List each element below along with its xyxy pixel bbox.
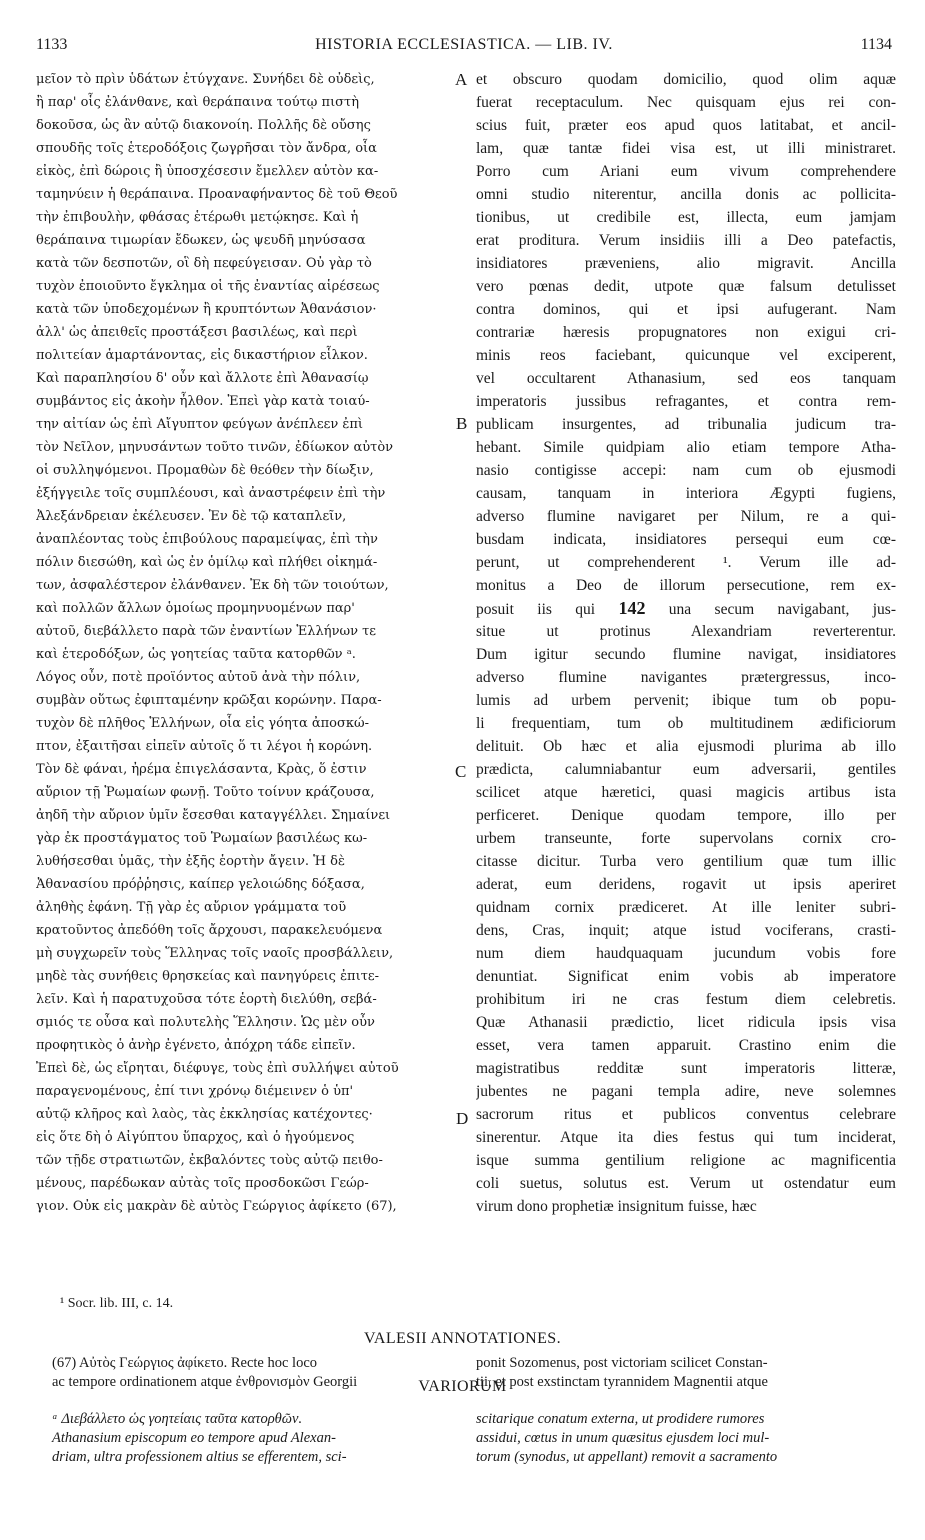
- variorum-heading: VARIORUM: [418, 1378, 507, 1395]
- greek-text-line: ταμηνύειν ἡ θεράπαινα. Προαναφήναντος δὲ τοῦ Θεοῦ: [36, 187, 398, 202]
- greek-text-line: μὴ συγχωρεῖν τοὺς Ἕλληνας τοῖς ναοῖς προσβάλλειν,: [36, 946, 394, 961]
- greek-text-line: την αἰτίαν ὡς ἐπὶ Αἴγυπτον φεύγων ἀνέπλεεν ἐπὶ: [36, 417, 363, 432]
- greek-text-line: αὔριον τῇ Ῥωμαίων φωνῇ. Τοῦτο τοίνυν κράζουσα,: [36, 785, 375, 800]
- latin-text-line: adverso flumine navigaret per Nilum, re a qui-: [476, 508, 896, 525]
- greek-text-line: σμιός τε οὖσα καὶ πολυτελὴς Ἕλλησιν. Ὡς μὲν οὖν: [36, 1015, 375, 1030]
- latin-text-line: busdam indicata, insidiatores persequi eum cœ-: [476, 531, 896, 548]
- greek-text-line: τὸν Νεῖλον, μηνυσάντων τοῦτο τινῶν, ἐδίωκον αὐτὸν: [36, 440, 394, 455]
- latin-text-line: aderat, eum deridens, rogavit ut ipsis aperiret: [476, 876, 896, 893]
- latin-text-line: scius fuit, præter eos apud quos latitabat, et ancil-: [476, 117, 896, 134]
- greek-text-line: πτον, ἐξαιτῆσαι εἰπεῖν αὐτοῖς ὅ τι λέγοι ἡ κορώνη.: [36, 739, 373, 754]
- greek-text-line: συμβάντος εἰς ἀκοὴν ἦλθον. Ἐπεὶ γὰρ κατὰ τοιαύ-: [36, 394, 370, 409]
- greek-text-line: συμβὰν οὕτως ἐφιπταμένην κρῶξαι κορώνην. Παρα-: [36, 693, 382, 708]
- annotation-line: tii, et post exstinctam tyrannidem Magnentii atque: [476, 1374, 768, 1390]
- latin-text-line: Porro cum Ariani eum vivum comprehendere: [476, 163, 896, 180]
- latin-text-line: perunt, ut comprehenderent ¹. Verum ille ad-: [476, 554, 896, 571]
- greek-text-line: Καὶ παραπλησίου δ' οὖν καὶ ἄλλοτε ἐπὶ Ἀθανασίῳ: [36, 371, 369, 386]
- greek-text-line: τὴν ἐπιβουλὴν, φθάσας ἑτέρωθι μετῴκησε. Καὶ ἡ: [36, 210, 359, 225]
- latin-text-line: omni studio niterentur, ancilla donis ac pollicita-: [476, 186, 896, 203]
- valesii-heading: VALESII ANNOTATIONES.: [363, 1330, 562, 1347]
- greek-text-line: εἰκὸς, ἐπὶ δώροις ἢ ὑποσχέσεσιν ἔμελλεν αὐτὸν κα-: [36, 164, 379, 179]
- latin-text-line: monitus a Deo de illorum persecutione, rem ex-: [476, 577, 896, 594]
- latin-column: [476, 68, 896, 1218]
- greek-text-line: κατὰ τῶν ὑποδεχομένων ἢ κρυπτόντων Ἀθανάσιον·: [36, 302, 377, 317]
- latin-text-line: minis reos faciebant, quicunque vel exciperent,: [476, 347, 896, 364]
- latin-text-line: vel occultarent Athanasium, sed eos tanquam: [476, 370, 896, 387]
- greek-text-line: Ἀθανασίου πρόῤῥησις, καίπερ γελοιώδης δόξασα,: [36, 877, 365, 892]
- greek-text-line: τῶν τῇδε στρατιωτῶν, ἐκβαλόντες τοὺς αὐτῷ πειθο-: [36, 1153, 383, 1168]
- annotation-line: ponit Sozomenus, post victoriam scilicet Constan-: [476, 1355, 768, 1371]
- latin-text-line: Quæ Athanasii prædictio, licet ridicula ipsis visa: [476, 1014, 896, 1031]
- latin-text-line: et obscuro quodam domicilio, quod olim aquæ: [476, 71, 896, 88]
- latin-text-line: erat proditura. Verum insidiis illi a Deo patefactis,: [476, 232, 896, 249]
- latin-text-line: virum dono prophetiæ insignitum fuisse, hæc: [476, 1198, 757, 1215]
- greek-text-line: οἱ συλληψόμενοι. Προμαθὼν δὲ θεόθεν τὴν δίωξιν,: [36, 463, 374, 478]
- greek-text-line: ἢ παρ' οἷς ἐλάνθανε, καὶ θεράπαινα τούτῳ πιστὴ: [36, 95, 360, 110]
- latin-text-line: contrariæ hæresis propugnatores non exigui cri-: [476, 324, 896, 341]
- greek-text-line: πόλιν διεσώθη, καὶ ὡς ἐν ὁμίλῳ καὶ πλήθει οἰκημά-: [36, 555, 378, 570]
- latin-text-line: li frequentiam, tum ob multitudinem ædificiorum: [476, 715, 896, 732]
- latin-text-line: perficeret. Denique quodam tempore, illo per: [476, 807, 896, 824]
- greek-text-line: μηδὲ τὰς συνήθεις θρησκείας καὶ πανηγύρεις ἐπιτε-: [36, 969, 380, 984]
- greek-text-line: καὶ ἑτεροδόξων, ὡς γοητείας ταῦτα κατορθῶν ᵃ.: [36, 647, 356, 662]
- greek-text-line: κρατοῦντος ἀπεδόθη τοῖς ἄρχουσι, παρακελευόμενα: [36, 923, 383, 938]
- latin-text-line: coli suetus, solutus est. Verum ut ostendatur eum: [476, 1175, 896, 1192]
- greek-text-line: καὶ πολλῶν ἄλλων ὁμοίως προμηνυομένων παρ': [36, 601, 355, 616]
- text-fragment: una secum navigabant, jus-: [645, 601, 896, 618]
- latin-text-line: quidnam cornix prædiceret. At ille leniter subri-: [476, 899, 896, 916]
- greek-text-line: ἐξήγγειλε τοῖς συμπλέουσι, καὶ ἀναστρέφειν ἐπὶ τὴν: [36, 486, 386, 501]
- greek-text-line: κατὰ τῶν δεσποτῶν, οἳ δὴ πεφεύγεισαν. Οὐ γὰρ τὸ: [36, 256, 372, 271]
- greek-text-line: αὐτῷ κλῆρος καὶ λαὸς, τὰς ἐκκλησίας κατέχοντες·: [36, 1107, 373, 1122]
- latin-text-line: jubentes ne pagani templa adire, neve solemnes: [476, 1083, 896, 1100]
- latin-text-line: num diem haudquaquam jucundum vobis fore: [476, 945, 896, 962]
- latin-text-line: vero pœnas dedit, utpote quæ falsum detulisset: [476, 278, 896, 295]
- greek-text-line: Τὸν δὲ φάναι, ἠρέμα ἐπιγελάσαντα, Κρὰς, ὅ ἐστιν: [36, 762, 367, 777]
- greek-text-line: λυθήσεσθαι ὑμᾶς, τὴν ἐξῆς ἑορτὴν ἄγειν. Ἡ δὲ: [36, 854, 345, 869]
- latin-text-line: denuntiat. Significat enim vobis ab imperatore: [476, 968, 896, 985]
- greek-text-line: Λόγος οὖν, ποτὲ προϊόντος αὐτοῦ ἀνὰ τὴν πόλιν,: [36, 670, 361, 685]
- greek-text-line: παραγενομένους, ἐπί τινι χρόνῳ διέμεινεν ὁ ὑπ': [36, 1084, 354, 1099]
- greek-text-line: ἀναπλέοντας τοὺς ἐπιβούλους παραμείψας, ἐπὶ τὴν: [36, 532, 378, 547]
- greek-text-line: αὐτοῦ, διεβάλλετο παρὰ τῶν ἐναντίων Ἑλλήνων τε: [36, 624, 377, 639]
- latin-text-line: fuerat receptaculum. Nec quisquam ejus rei con-: [476, 94, 896, 111]
- annotation-line: Athanasium episcopum eo tempore apud Alexan-: [52, 1430, 336, 1446]
- latin-text-line: dens, Cras, inquit; atque istud vociferans, crasti-: [476, 922, 896, 939]
- latin-text-line: lumis ad urbem pervenit; ibique tum ob popu-: [476, 692, 896, 709]
- greek-text-line: των, ἀσφαλέστερον ἐλάνθανεν. Ἐκ δὴ τῶν τοιούτων,: [36, 578, 389, 593]
- latin-text-line: nasio contigisse accepi: nam cum ob ejusmodi: [476, 462, 896, 479]
- greek-text-line: τυχὸν δὲ πλῆθος Ἑλλήνων, οἷα εἰς γόητα ἀποσκώ-: [36, 716, 369, 731]
- variorum-right-column: [476, 1410, 896, 1467]
- greek-text-line: Ἐπεὶ δὲ, ὡς εἴρηται, διέφυγε, τοὺς ἐπὶ συλλήψει αὐτοῦ: [36, 1061, 399, 1076]
- latin-text-line: causam, tanquam in interiora Ægypti fugiens,: [476, 485, 896, 502]
- greek-text-line: ἀηδῆ τὴν αὔριον ὑμῖν ἔσεσθαι καταγγέλλει. Σημαίνει: [36, 808, 391, 823]
- greek-text-line: δοκοῦσα, ὡς ἂν αὐτῷ διακονοίη. Πολλῆς δὲ οὔσης: [36, 118, 371, 133]
- annotation-line: ᵃ Διεβάλλετο ὡς γοητείαις ταῦτα κατορθῶν.: [52, 1411, 303, 1427]
- greek-text-line: γιον. Οὐκ εἰς μακρὰν δὲ αὐτὸς Γεώργιος ἀφίκετο (67),: [36, 1199, 397, 1214]
- greek-text-line: σπουδῆς τοῖς ἑτεροδόξοις ζωγρῆσαι τὸν ἄνδρα, οἷα: [36, 141, 377, 156]
- greek-text-line: τυχὸν ἐποιοῦντο ἔγκλημα οἱ τῆς ἐναντίας αἱρέσεως: [36, 279, 380, 294]
- section-marker-c: C: [455, 762, 467, 781]
- greek-text-line: μένους, παρέδωκαν αὐτὰς τοῖς προσδοκῶσι Γεώρ-: [36, 1176, 369, 1191]
- greek-text-line: Ἀλεξάνδρειαν ἐκέλευσεν. Ἐν δὲ τῷ καταπλεῖν,: [36, 509, 347, 524]
- greek-text-line: πολιτείαν ἁμαρτάνοντας, εἰς δικαστήριον εἷλκον.: [36, 348, 368, 363]
- running-head: [36, 36, 892, 56]
- column-number-left: 1133: [36, 36, 68, 53]
- latin-text-line: prohibitum iri ne cras festum diem celebretis.: [476, 991, 896, 1008]
- variorum-left-column: [52, 1410, 457, 1467]
- annotation-line: scitarique conatum externa, ut prodidere rumores: [476, 1411, 765, 1427]
- column-number-right: 1134: [860, 36, 892, 53]
- latin-text-line: prædicta, calumniabantur eum adversarii, gentiles: [476, 761, 896, 778]
- greek-text-line: λεῖν. Καὶ ἡ παρατυχοῦσα τότε ἑορτὴ διελύθη, σεβά-: [36, 992, 377, 1007]
- latin-text-line: [476, 597, 896, 620]
- latin-text-line: esset, vera tamen apparuit. Crastino enim die: [476, 1037, 896, 1054]
- latin-text-line: Dum igitur secundo flumine navigat, insidiatores: [476, 646, 896, 663]
- section-marker-b: B: [456, 414, 468, 433]
- section-marker-a: A: [455, 70, 468, 89]
- greek-text-line: ἀληθὴς ἐφάνη. Τῇ γὰρ ἐς αὔριον γράμματα τοῦ: [36, 900, 347, 915]
- latin-text-line: isque summa gentilium religione ac magnificentia: [476, 1152, 896, 1169]
- latin-text-line: hebant. Simile quidpiam alio etiam tempore Atha-: [476, 439, 896, 456]
- greek-text-line: ἀλλ' ὡς ἀπειθεῖς προστάξεσι βασιλέως, καὶ περὶ: [36, 325, 358, 340]
- text-fragment: posuit iis qui: [476, 601, 619, 618]
- annotation-line: (67) Αὐτὸς Γεώργιος ἀφίκετο. Recte hoc loco: [52, 1355, 318, 1371]
- latin-text-line: situe ut protinus Alexandriam reverterentur.: [476, 623, 896, 640]
- latin-text-line: scilicet atque hæretici, quasi magicis artibus ista: [476, 784, 896, 801]
- annotation-line: assidui, cœtus in unum quæsitus ejusdem loci mul-: [476, 1430, 770, 1446]
- annotation-line: ac tempore ordinationem atque ἐνθρονισμὸν Georgii: [52, 1374, 358, 1390]
- latin-text-line: citasse dicitur. Turba vero gentilium quæ tum illic: [476, 853, 896, 870]
- latin-text-line: adverso flumine navigantes prætergressus, inco-: [476, 669, 896, 686]
- greek-text-line: θεράπαινα τιμωρίαν ἔδωκεν, ὡς ψευδῆ μηνύσασα: [36, 233, 366, 248]
- latin-text-line: sacrorum ritus et publicos conventus celebrare: [476, 1106, 896, 1123]
- latin-text-line: delituit. Ob hæc et alia ejusmodi plurima ab illo: [476, 738, 896, 755]
- annotation-line: driam, ultra professionem altius se efferentem, sci-: [52, 1449, 347, 1465]
- running-title: HISTORIA ECCLESIASTICA. — LIB. IV.: [315, 36, 613, 53]
- inline-column-number: 142: [618, 598, 646, 618]
- latin-text-line: imperatoris jussibus refragantes, et contra rem-: [476, 393, 896, 410]
- greek-text-line: προφητικὸς ὁ ἀνὴρ ἐγένετο, ἀπόχρη τάδε εἰπεῖν.: [36, 1038, 356, 1053]
- latin-text-line: magistratibus redditæ sunt imperatoris litteræ,: [476, 1060, 896, 1077]
- latin-text-line: lam, quæ tantæ fidei visa est, ut illi ministraret.: [476, 140, 896, 157]
- greek-text-line: μεῖον τὸ πρὶν ὑδάτων ἐτύγχανε. Συνήδει δὲ οὐδεὶς,: [36, 72, 375, 87]
- greek-text-line: γὰρ ἐκ προστάγματος τοῦ Ῥωμαίων βασιλέως κω-: [36, 831, 368, 846]
- latin-text-line: publicam insurgentes, ad tribunalia judicum tra-: [476, 416, 896, 433]
- latin-text-line: insidiatores præveniens, alio migravit. Ancilla: [476, 255, 896, 272]
- annotation-line: torum (synodus, ut appellant) removit a sacramento: [476, 1449, 778, 1465]
- section-marker-d: D: [456, 1109, 469, 1128]
- latin-text-line: tionibus, ut credibile est, illecta, eum jamjam: [476, 209, 896, 226]
- latin-text-line: sinerentur. Atque ita dies festus qui tum inciderat,: [476, 1129, 896, 1146]
- greek-column: [36, 68, 454, 1218]
- greek-text-line: εἰς ὅτε δὴ ὁ Αἰγύπτου ὕπαρχος, καὶ ὁ ἡγούμενος: [36, 1130, 355, 1145]
- footnote: ¹ Socr. lib. III, c. 14.: [60, 1296, 174, 1311]
- latin-text-line: urbem transeunte, forte supervolans cornix cro-: [476, 830, 896, 847]
- latin-text-line: contra dominos, qui et ipsi aufugerant. Nam: [476, 301, 896, 318]
